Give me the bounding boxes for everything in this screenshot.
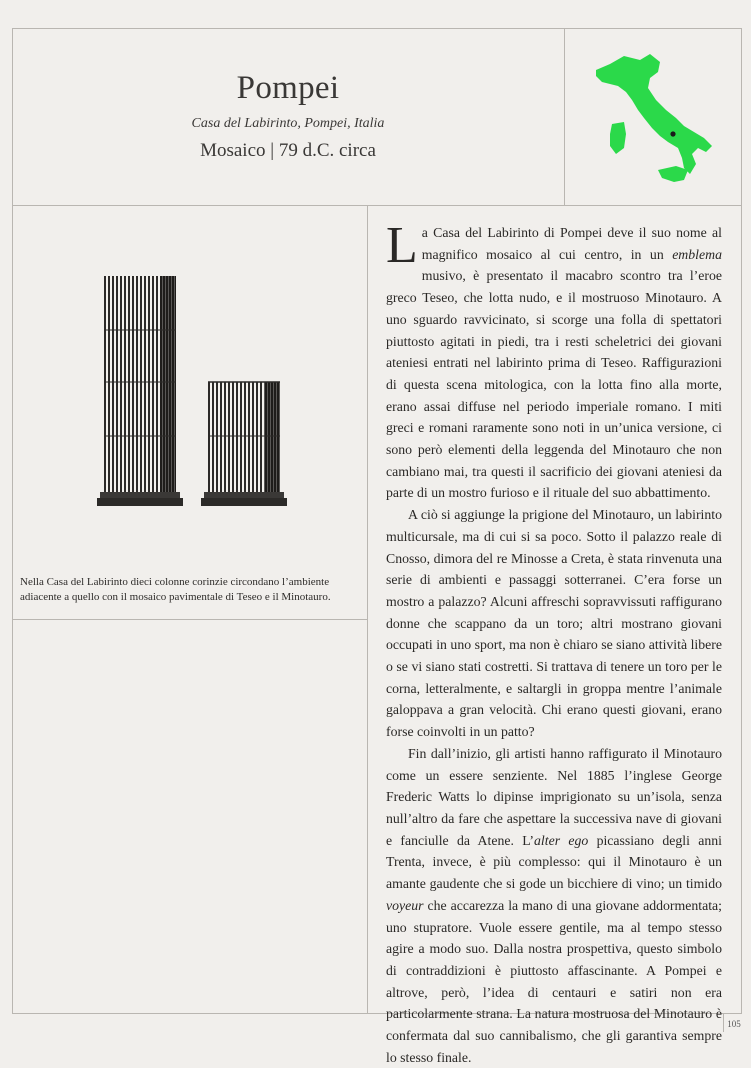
paragraph-1-text-a: a Casa del Labirinto di Pompei deve il suo nome al magnifico mosaico al cui centro, in un — [421, 225, 722, 262]
top-rule — [12, 28, 742, 29]
paragraph-3-text-c: che accarezza la mano di una giovane addormentata; uno stupratore. Vuole essere gentile, ma al tempo stesso agire a modo suo. Dalla nostra prospettiva, questo simbolo di contraddizioni è piuttosto affascinante. A Pompei e altrove, però, l’idea di centauri e satiri non era particolarmente strana. La natura mostruosa del Minotauro è confermata dal suo cannibalismo, che gli garantiva sempre lo stesso finale. — [386, 897, 722, 1065]
left-frame-rule — [12, 28, 13, 1014]
figure-caption: Nella Casa del Labirinto dieci colonne corinzie circondano l’ambiente adiacente a quello con il mosaico pavimentale di Teseo e il Minotauro. — [20, 576, 331, 603]
columns-drawing — [88, 270, 293, 510]
emphasis-alter-ego: alter ego — [534, 832, 589, 848]
page-number: 105 — [727, 1019, 741, 1029]
article-body — [386, 217, 722, 1068]
page-title: Pompei — [236, 70, 340, 106]
map-divider-rule — [564, 28, 565, 206]
artwork-type-date: Mosaico | 79 d.C. circa — [200, 140, 376, 161]
corinthian-columns-illustration — [88, 270, 293, 510]
location-subtitle: Casa del Labirinto, Pompei, Italia — [191, 116, 385, 131]
article-paragraph-2: A ciò si aggiunge la prigione del Minotauro, un labirinto multicursale, ma di cui si sa poco. Sotto il palazzo reale di Cnosso, dimora del re Minosse a Creta, è stata rinvenuta una serie di ambienti e passaggi sotterranei. C’era forse un mostro a palazzo? Alcuni affreschi sopravvissuti raffigurano donne che scappano da un toro; altri mostrano giovani occupati in uno sport, ma non è chiaro se siano attività libere o se vi siano stati costretti. Si trattava di tenere un toro per le corna, letteralmente, e saltargli in groppa mentre l’animale galoppava a gran velocità. Chi erano questi giovani, erano forse coinvolti in un patto? — [386, 507, 722, 740]
caption-bottom-rule — [12, 619, 368, 620]
emphasis-emblema: emblema — [672, 246, 722, 262]
article-paragraph-3 — [386, 743, 722, 1068]
italy-map-icon — [580, 42, 730, 192]
emphasis-voyeur: voyeur — [386, 897, 424, 913]
header-bottom-rule — [12, 205, 742, 206]
article-paragraph-1 — [386, 217, 722, 504]
paragraph-3-text-a: Fin dall’inizio, gli artisti hanno raffigurato il Minotauro come un essere senziente. Nel 1885 l’inglese George Frederic Watts lo dipinse imprigionato su un’isola, senza null’altro da fare che aspettare la successiva nave di giovani e fanciulle da Atene. L’ — [386, 745, 722, 848]
column-divider-rule — [367, 205, 368, 1013]
drop-cap: L — [386, 217, 418, 274]
paragraph-1-text-b: musivo, è presentato il macabro scontro tra l’eroe greco Teseo, che lotta nudo, e il mostruoso Minotauro. A uno sguardo ravvicinato, si scorge una folla di spettatori piuttosto agitati in piedi, tra i resti scheletrici dei giovani ateniesi entrati nel labirinto prima di Teseo. Raffigurazioni di questa scena mitologica, con la lotta fino alla morte, erano assai diffuse nel periodo imperiale romano. I miti greci e romani raramente sono noti in un’unica versione, ci sono però elementi della leggenda del Minotauro che non cambiano mai, tra questi il sacrificio dei giovani ateniesi da parte di un mostro furioso e il rituale del suo abbattimento. — [386, 268, 722, 501]
italy-map — [580, 42, 730, 192]
paragraph-3-text-b: picassiano degli anni Trenta, invece, è più complesso: qui il Minotauro è un amante gaudente che si gode un bicchiere di vino; un timido — [386, 832, 722, 892]
right-frame-rule — [741, 28, 742, 1014]
